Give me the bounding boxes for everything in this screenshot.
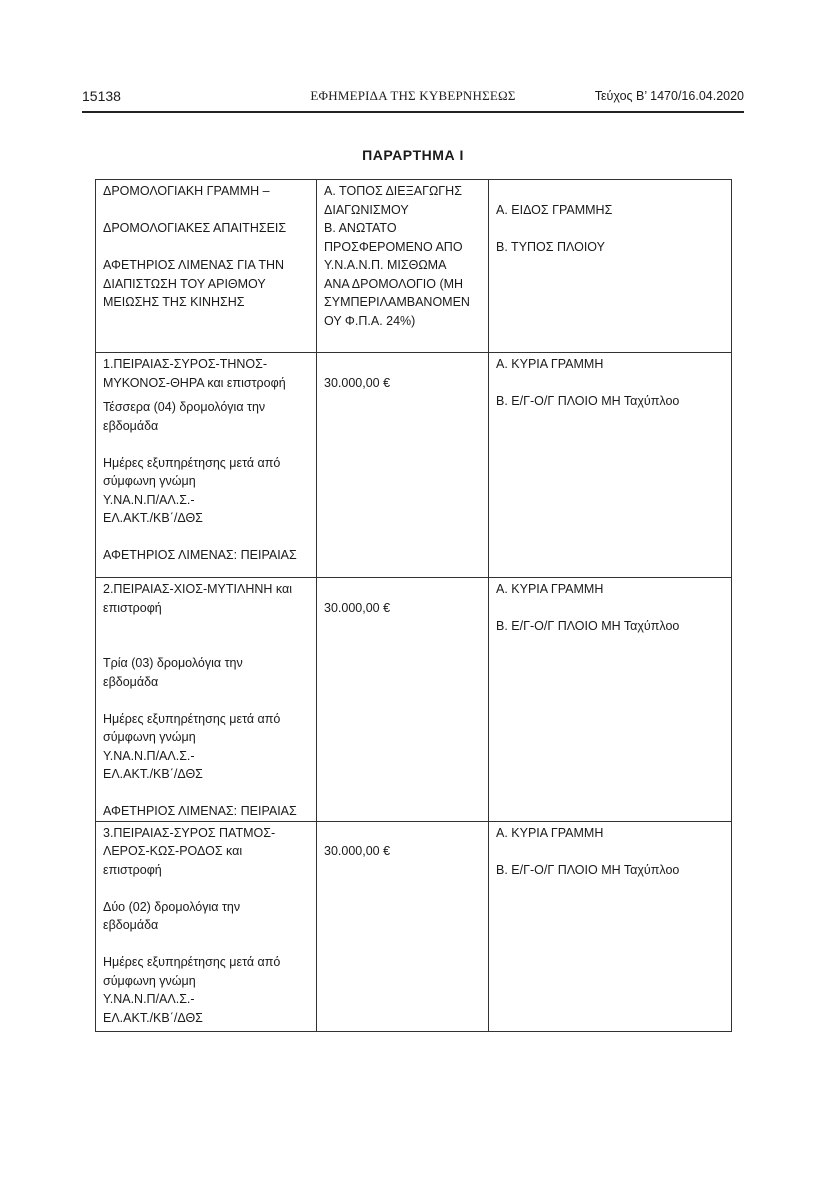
service-days: Ημέρες εξυπηρέτησης μετά από bbox=[103, 455, 281, 470]
max-price: 30.000,00 € bbox=[324, 844, 391, 858]
table-row bbox=[96, 578, 732, 822]
route-frequency: εβδομάδα bbox=[103, 674, 159, 689]
header-text: ΔΙΑΠΙΣΤΩΣΗ ΤΟΥ ΑΡΙΘΜΟΥ bbox=[103, 276, 266, 291]
header-text: ΟΥ Φ.Π.Α. 24%) bbox=[324, 313, 416, 328]
service-days: ΕΛ.ΑΚΤ./ΚΒ΄/ΔΘΣ bbox=[103, 1010, 203, 1025]
table-row bbox=[96, 821, 732, 1031]
service-days: Υ.ΝΑ.Ν.Π/ΑΛ.Σ.- bbox=[103, 992, 195, 1006]
header-text: Α. ΤΟΠΟΣ ΔΙΕΞΑΓΩΓΗΣ bbox=[324, 184, 462, 198]
route-frequency: εβδομάδα bbox=[103, 918, 159, 932]
header-cell-price bbox=[317, 180, 489, 353]
header-text: ΔΙΑΓΩΝΙΣΜΟΥ bbox=[324, 202, 409, 217]
route-frequency: Τρία (03) δρομολόγια την bbox=[103, 656, 243, 670]
page-number: 15138 bbox=[82, 88, 121, 104]
type-cell bbox=[489, 821, 732, 1031]
service-days: Ημέρες εξυπηρέτησης μετά από bbox=[103, 711, 281, 726]
issue-reference: Τεύχος Β’ 1470/16.04.2020 bbox=[594, 89, 744, 103]
header-text: Β. ΑΝΩΤΑΤΟ bbox=[324, 221, 397, 235]
departure-port: ΑΦΕΤΗΡΙΟΣ ΛΙΜΕΝΑΣ: ΠΕΙΡΑΙΑΣ bbox=[103, 548, 297, 562]
price-cell bbox=[317, 578, 489, 822]
service-days: ΕΛ.ΑΚΤ./ΚΒ΄/ΔΘΣ bbox=[103, 767, 203, 781]
service-days: σύμφωνη γνώμη bbox=[103, 474, 196, 488]
line-type: Α. ΚΥΡΙΑ ΓΡΑΜΜΗ bbox=[496, 357, 604, 371]
header-cell-route bbox=[96, 180, 317, 353]
service-days: Υ.ΝΑ.Ν.Π/ΑΛ.Σ.- bbox=[103, 492, 195, 507]
table-row bbox=[96, 353, 732, 578]
header-text: ΜΕΙΩΣΗΣ ΤΗΣ ΚΙΝΗΣΗΣ bbox=[103, 295, 245, 309]
service-days: Ημέρες εξυπηρέτησης μετά από bbox=[103, 955, 281, 969]
route-frequency: Δύο (02) δρομολόγια την bbox=[103, 899, 241, 914]
line-type: Α. ΚΥΡΙΑ ΓΡΑΜΜΗ bbox=[496, 825, 604, 840]
table-header-row bbox=[96, 180, 732, 353]
page-header bbox=[82, 88, 744, 110]
header-cell-type bbox=[489, 180, 732, 353]
route-cell bbox=[96, 353, 317, 578]
route-cell bbox=[96, 821, 317, 1031]
header-text: Υ.Ν.Α.Ν.Π. ΜΙΣΘΩΜΑ bbox=[324, 258, 447, 272]
header-text: Α. ΕΙΔΟΣ ΓΡΑΜΜΗΣ bbox=[496, 202, 613, 217]
route-name: επιστροφή bbox=[103, 862, 162, 877]
route-name: ΜΥΚΟΝΟΣ-ΘΗΡΑ και επιστροφή bbox=[103, 375, 286, 390]
annex-title: ΠΑΡΑΡΤΗΜΑ Ι bbox=[362, 147, 464, 163]
service-days: ΕΛ.ΑΚΤ./ΚΒ΄/ΔΘΣ bbox=[103, 511, 203, 525]
service-days: Υ.ΝΑ.Ν.Π/ΑΛ.Σ.- bbox=[103, 748, 195, 763]
ship-type: Β. Ε/Γ-Ο/Γ ΠΛΟΙΟ ΜΗ Ταχύπλοο bbox=[496, 394, 680, 408]
type-cell bbox=[489, 353, 732, 578]
route-name: επιστροφή bbox=[103, 600, 162, 615]
header-text: ΔΡΟΜΟΛΟΓΙΑΚΕΣ ΑΠΑΙΤΗΣΕΙΣ bbox=[103, 221, 287, 235]
route-name: 3.ΠΕΙΡΑΙΑΣ-ΣΥΡΟΣ ΠΑΤΜΟΣ- bbox=[103, 825, 276, 840]
header-text: ΠΡΟΣΦΕΡΟΜΕΝΟ ΑΠΟ bbox=[324, 239, 463, 254]
route-cell bbox=[96, 578, 317, 822]
ship-type: Β. Ε/Γ-Ο/Γ ΠΛΟΙΟ ΜΗ Ταχύπλοο bbox=[496, 619, 680, 633]
line-type: Α. ΚΥΡΙΑ ΓΡΑΜΜΗ bbox=[496, 582, 604, 596]
max-price: 30.000,00 € bbox=[324, 600, 391, 615]
route-name: 1.ΠΕΙΡΑΙΑΣ-ΣΥΡΟΣ-ΤΗΝΟΣ- bbox=[103, 357, 268, 371]
gazette-title: ΕΦΗΜΕΡΙΔΑ ΤΗΣ ΚΥΒΕΡΝΗΣΕΩΣ bbox=[310, 88, 516, 103]
header-rule bbox=[82, 111, 744, 113]
type-cell bbox=[489, 578, 732, 822]
route-name: 2.ΠΕΙΡΑΙΑΣ-ΧΙΟΣ-ΜΥΤΙΛΗΝΗ και bbox=[103, 582, 292, 596]
route-name: ΛΕΡΟΣ-ΚΩΣ-ΡΟΔΟΣ και bbox=[103, 844, 243, 858]
departure-port: ΑΦΕΤΗΡΙΟΣ ΛΙΜΕΝΑΣ: ΠΕΙΡΑΙΑΣ bbox=[103, 804, 297, 818]
service-days: σύμφωνη γνώμη bbox=[103, 730, 196, 744]
header-text: ΣΥΜΠΕΡΙΛΑΜΒΑΝΟΜΕΝ bbox=[324, 295, 470, 309]
route-frequency: εβδομάδα bbox=[103, 418, 159, 433]
max-price: 30.000,00 € bbox=[324, 375, 391, 390]
routes-table bbox=[95, 179, 732, 1032]
header-text: ΑΦΕΤΗΡΙΟΣ ΛΙΜΕΝΑΣ ΓΙΑ ΤΗΝ bbox=[103, 258, 285, 272]
price-cell bbox=[317, 353, 489, 578]
header-text: ΔΡΟΜΟΛΟΓΙΑΚΗ ΓΡΑΜΜΗ – bbox=[103, 184, 270, 198]
header-text: ΑΝΑ ΔΡΟΜΟΛΟΓΙΟ (ΜΗ bbox=[324, 276, 464, 291]
ship-type: Β. Ε/Γ-Ο/Γ ΠΛΟΙΟ ΜΗ Ταχύπλοο bbox=[496, 862, 680, 877]
price-cell bbox=[317, 821, 489, 1031]
service-days: σύμφωνη γνώμη bbox=[103, 973, 196, 988]
route-frequency: Τέσσερα (04) δρομολόγια την bbox=[103, 400, 266, 414]
header-text: Β. ΤΥΠΟΣ ΠΛΟΙΟΥ bbox=[496, 239, 605, 254]
